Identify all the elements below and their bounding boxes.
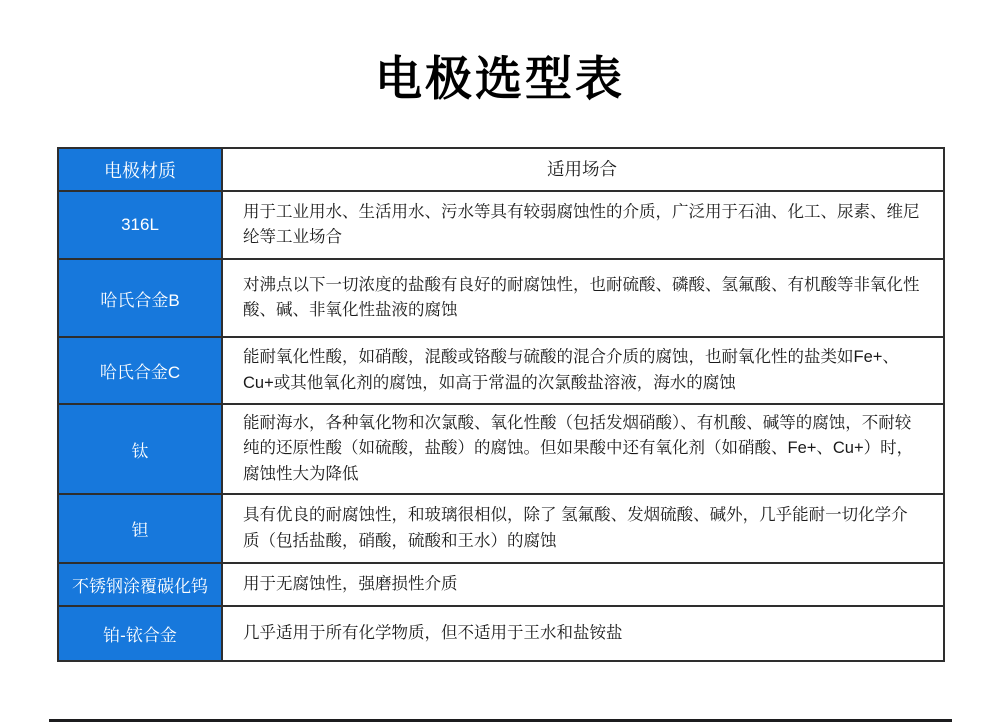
description-text: 对沸点以下一切浓度的盐酸有良好的耐腐蚀性，也耐硫酸、磷酸、氢氟酸、有机酸等非氧化性酸、碱、非氧化性盐液的腐蚀: [243, 275, 920, 319]
material-cell: 钛: [59, 405, 223, 493]
description-cell: [223, 564, 943, 605]
material-cell: 不锈钢涂覆碳化钨: [59, 564, 223, 605]
description-text: 能耐氧化性酸，如硝酸，混酸或铬酸与硫酸的混合介质的腐蚀，也耐氧化性的盐类如Fe+、Cu+或其他氧化剂的腐蚀，如高于常温的次氯酸盐溶液，海水的腐蚀: [243, 348, 899, 392]
table-row: [59, 607, 943, 660]
column-header-application: 适用场合: [547, 159, 617, 180]
description-cell: [223, 338, 943, 403]
description-cell: [223, 260, 943, 336]
material-cell: 316L: [59, 192, 223, 258]
table-row: [59, 260, 943, 338]
table-row: [59, 405, 943, 495]
electrode-selection-table: [57, 147, 945, 662]
table-row: [59, 564, 943, 607]
table-row: [59, 495, 943, 564]
column-header-material: 电极材质: [59, 149, 223, 190]
description-cell: [223, 405, 943, 493]
description-cell: [223, 495, 943, 562]
table-row: [59, 338, 943, 405]
material-cell: 哈氏合金C: [59, 338, 223, 403]
description-text: 具有优良的耐腐蚀性，和玻璃很相似，除了 氢氟酸、发烟硫酸、碱外，几乎能耐一切化学介质（包括盐酸，硝酸，硫酸和王水）的腐蚀: [243, 506, 908, 550]
description-cell: [223, 607, 943, 660]
material-cell: 铂-铱合金: [59, 607, 223, 660]
description-text: 能耐海水，各种氧化物和次氯酸、氧化性酸（包括发烟硝酸）、有机酸、碱等的腐蚀，不耐较纯的还原性酸（如硫酸，盐酸）的腐蚀。但如果酸中还有氧化剂（如硝酸、Fe+、Cu+）时，腐蚀性大为降低: [243, 414, 914, 483]
description-text: 用于无腐蚀性，强磨损性介质: [243, 574, 458, 593]
material-cell: 哈氏合金B: [59, 260, 223, 336]
description-text: 几乎适用于所有化学物质，但不适用于王水和盐铵盐: [243, 623, 623, 642]
description-text: 用于工业用水、生活用水、污水等具有较弱腐蚀性的介质，广泛用于石油、化工、尿素、维尼纶等工业场合: [243, 202, 920, 246]
page-title: 电极选型表: [375, 52, 625, 105]
table-row: [59, 192, 943, 260]
bottom-divider-line: [49, 719, 952, 722]
material-cell: 钽: [59, 495, 223, 562]
table-header-row: [59, 149, 943, 192]
description-cell: [223, 192, 943, 258]
